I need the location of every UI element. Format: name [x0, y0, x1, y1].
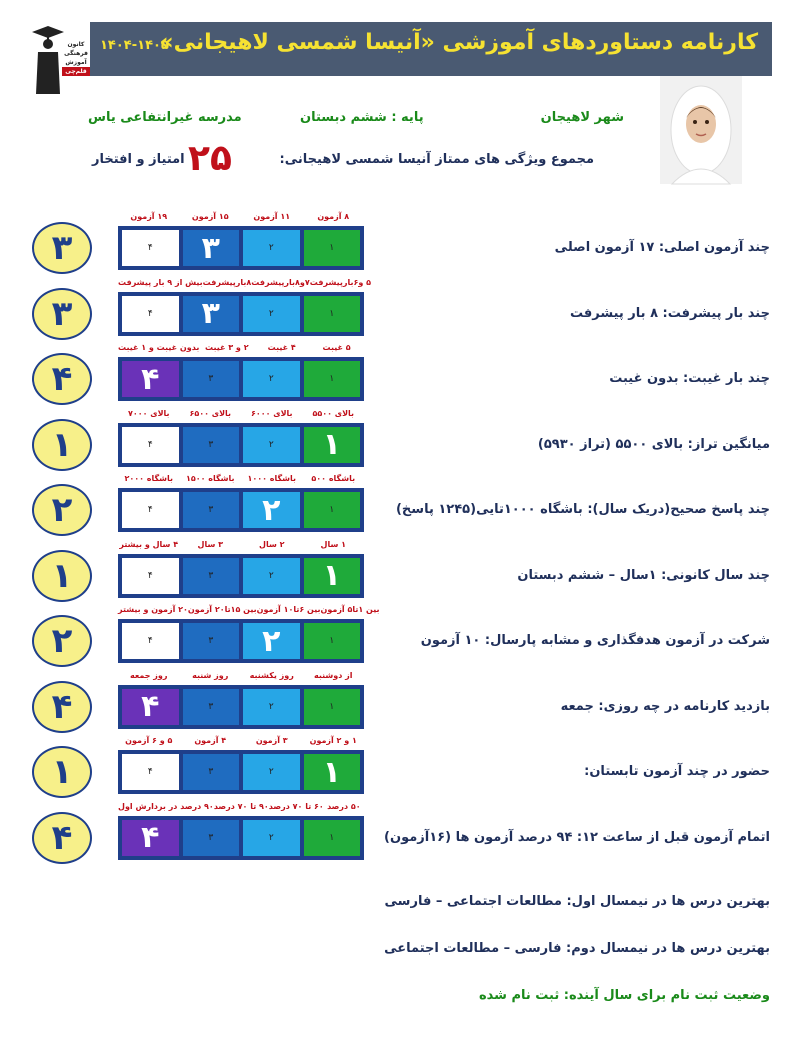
level-cell: ۲ — [243, 754, 300, 790]
level-cell-active: ۱ — [304, 558, 361, 594]
row-label: چند آزمون اصلی: ۱۷ آزمون اصلی — [554, 240, 770, 255]
level-header: ۶۰ تا ۷۰ درصد — [268, 801, 324, 811]
level-header: ۵ و۶بارپیشرفت — [309, 277, 372, 287]
level-header: بین ۱۵تا۲۰ آزمون — [187, 605, 257, 614]
level-cell-active: ۳ — [183, 230, 240, 266]
level-grid — [118, 816, 364, 860]
level-header: باشگاه ۵۰۰ — [311, 474, 356, 483]
level-cell: ۲ — [243, 361, 300, 397]
registration-status: وضعیت ثبت نام برای سال آینده: ثبت نام شده — [478, 988, 770, 1003]
logo-line: قلم‌چی — [62, 67, 90, 76]
level-cell: ۱ — [304, 361, 361, 397]
level-cell: ۲ — [243, 296, 300, 332]
logo-line: فرهنگی — [64, 50, 88, 57]
row-score-circle: ۲ — [32, 484, 92, 536]
level-cell-active: ۳ — [183, 296, 240, 332]
level-header: ۱۹ آزمون — [130, 212, 168, 221]
row-headers — [118, 736, 364, 748]
row-score-circle: ۲ — [32, 615, 92, 667]
level-header: باشگاه ۱۰۰۰ — [247, 474, 297, 483]
level-cell-active: ۱ — [304, 427, 361, 463]
level-header: ۸بارپیشرفت — [202, 277, 252, 287]
row-headers — [118, 212, 364, 224]
level-header: ۸ آزمون — [317, 212, 350, 221]
level-header: بیش از ۹ بار پیشرفت — [118, 277, 203, 287]
logo-line: آموزش — [65, 59, 87, 66]
level-cell: ۲ — [243, 689, 300, 725]
level-cell: ۴ — [122, 427, 179, 463]
level-header: ۱ و ۲ آزمون — [309, 736, 357, 745]
level-cell-active: ۴ — [122, 689, 179, 725]
row-score-circle: ۱ — [32, 419, 92, 471]
row-headers — [118, 409, 364, 421]
level-grid — [118, 554, 364, 598]
row-headers — [118, 802, 364, 814]
row-headers — [118, 540, 364, 552]
level-header: ۵۰ درصد — [327, 801, 361, 811]
report-title: کارنامه دستاوردهای آموزشی «آنیسا شمسی لاهیجانی» — [159, 30, 758, 55]
row-headers — [118, 605, 380, 617]
level-cell: ۳ — [183, 427, 240, 463]
level-cell-active: ۲ — [243, 492, 300, 528]
row-score-circle: ۴ — [32, 681, 92, 733]
level-grid — [118, 750, 364, 794]
level-cell-active: ۲ — [243, 623, 300, 659]
grade-label: پایه : ششم دبستان — [300, 110, 424, 125]
level-cell: ۴ — [122, 296, 179, 332]
level-header: از دوشنبه — [314, 670, 353, 680]
level-cell: ۱ — [304, 296, 361, 332]
level-header: ۳ سال — [197, 539, 223, 549]
level-header: ۵ و ۶ آزمون — [125, 736, 173, 745]
level-header: ۱ سال — [320, 539, 346, 549]
level-cell: ۱ — [304, 623, 361, 659]
level-header: ۲ سال — [259, 539, 285, 549]
level-header: روز یکشنبه — [249, 670, 294, 680]
level-header: ۹۰ تا ۷۰ درصد — [213, 801, 269, 811]
level-cell: ۳ — [183, 820, 240, 856]
level-cell: ۱ — [304, 820, 361, 856]
level-cell: ۱ — [304, 230, 361, 266]
level-grid — [118, 357, 364, 401]
level-cell: ۲ — [243, 820, 300, 856]
level-cell: ۱ — [304, 689, 361, 725]
level-cell: ۳ — [183, 754, 240, 790]
features-label: مجموع ویژگی های ممتاز آنیسا شمسی لاهیجانی: — [279, 152, 594, 167]
row-headers — [118, 277, 372, 290]
level-grid — [118, 619, 364, 663]
row-score-circle: ۴ — [32, 353, 92, 405]
student-portrait-icon — [660, 76, 742, 184]
level-grid — [118, 685, 364, 729]
level-header: ۴ غیبت — [267, 343, 296, 352]
row-label: چند سال کانونی: ۱سال – ششم دبستان — [517, 567, 770, 583]
level-cell: ۴ — [122, 558, 179, 594]
level-cell: ۲ — [243, 427, 300, 463]
row-label: چند بار پیشرفت: ۸ بار پیشرفت — [569, 305, 770, 321]
level-header: ۷و۸بارپیشرفت — [251, 277, 310, 287]
level-grid — [118, 292, 364, 336]
level-grid — [118, 423, 364, 467]
level-header: بالای ۶۰۰۰ — [250, 408, 293, 418]
city-label: شهر لاهیجان — [540, 110, 624, 125]
row-label: اتمام آزمون قبل از ساعت ۱۲: ۹۴ درصد آزمون ها (۱۶آزمون) — [384, 829, 770, 845]
logo-line: کانون — [67, 41, 85, 48]
best-lessons-first: بهترین درس ها در نیمسال اول: مطالعات اجتماعی – فارسی — [384, 894, 770, 909]
level-header: ۲۰ آزمون و بیشتر — [118, 605, 188, 614]
row-label: میانگین تراز: بالای ۵۵۰۰ (تراز ۵۹۳۰) — [537, 436, 770, 452]
row-score-circle: ۱ — [32, 550, 92, 602]
row-headers — [118, 343, 364, 355]
level-cell: ۳ — [183, 558, 240, 594]
row-label: چند بار غیبت: بدون غیبت — [609, 371, 770, 386]
row-score-circle: ۳ — [32, 222, 92, 274]
level-cell: ۱ — [304, 492, 361, 528]
header-bar — [90, 22, 772, 76]
kanoon-logo — [28, 22, 88, 94]
level-cell: ۳ — [183, 689, 240, 725]
level-cell-active: ۴ — [122, 820, 179, 856]
level-header: ۲ و ۳ غیبت — [205, 343, 249, 352]
school-label: مدرسه غیرانتفاعی یاس — [88, 110, 242, 125]
level-header: بالای ۶۵۰۰ — [189, 408, 232, 418]
level-grid — [118, 226, 364, 270]
score-label: امتیاز و افتخار — [92, 152, 185, 167]
row-score-circle: ۳ — [32, 288, 92, 340]
level-header: باشگاه ۱۵۰۰ — [185, 474, 235, 483]
student-photo — [660, 76, 742, 184]
row-score-circle: ۱ — [32, 746, 92, 798]
level-cell: ۲ — [243, 230, 300, 266]
level-header: روز شنبه — [192, 670, 229, 680]
level-cell: ۴ — [122, 492, 179, 528]
level-header: بالای ۷۰۰۰ — [127, 408, 170, 418]
row-label: بازدید کارنامه در چه روزی: جمعه — [560, 698, 770, 714]
level-cell: ۴ — [122, 754, 179, 790]
row-label: شرکت در آزمون هدفگذاری و مشابه پارسال: ۱۰ آزمون — [420, 633, 770, 648]
level-header: روز جمعه — [130, 670, 168, 680]
level-header: ۳ آزمون — [255, 736, 288, 745]
level-header: بدون غیبت و ۱ غیبت — [118, 343, 200, 352]
row-headers — [118, 671, 364, 683]
level-header: ۹۰ درصد در بردارش اول — [118, 801, 214, 811]
academic-years: ۱۴۰۴-۱۴۰۵ — [100, 38, 169, 53]
level-cell-active: ۴ — [122, 361, 179, 397]
level-header: ۱۵ آزمون — [191, 212, 229, 221]
row-label: چند پاسخ صحیح(دریک سال): باشگاه ۱۰۰۰تایی(۱۲۴۵ پاسخ) — [395, 502, 770, 517]
level-cell: ۲ — [243, 558, 300, 594]
level-cell: ۳ — [183, 361, 240, 397]
level-header: بین ۱تا۵ آزمون — [320, 605, 380, 614]
level-cell: ۴ — [122, 623, 179, 659]
level-header: باشگاه ۲۰۰۰ — [124, 474, 174, 483]
row-score-circle: ۴ — [32, 812, 92, 864]
level-cell-active: ۱ — [304, 754, 361, 790]
level-header: ۱۱ آزمون — [253, 212, 291, 221]
level-header: ۴ سال و بیشتر — [119, 539, 179, 549]
level-cell: ۳ — [183, 492, 240, 528]
row-label: حضور در چند آزمون تابستان: — [584, 764, 770, 779]
level-header: بین ۶تا۱۰ آزمون — [256, 605, 321, 614]
total-score: ۲۵ — [188, 138, 232, 179]
level-grid — [118, 488, 364, 532]
level-header: ۴ آزمون — [194, 736, 227, 745]
row-headers — [118, 474, 364, 486]
best-lessons-second: بهترین درس ها در نیمسال دوم: فارسی – مطالعات اجتماعی — [384, 941, 770, 956]
level-header: ۵ غیبت — [322, 343, 351, 352]
level-cell: ۳ — [183, 623, 240, 659]
level-header: بالای ۵۵۰۰ — [312, 408, 355, 418]
level-cell: ۴ — [122, 230, 179, 266]
